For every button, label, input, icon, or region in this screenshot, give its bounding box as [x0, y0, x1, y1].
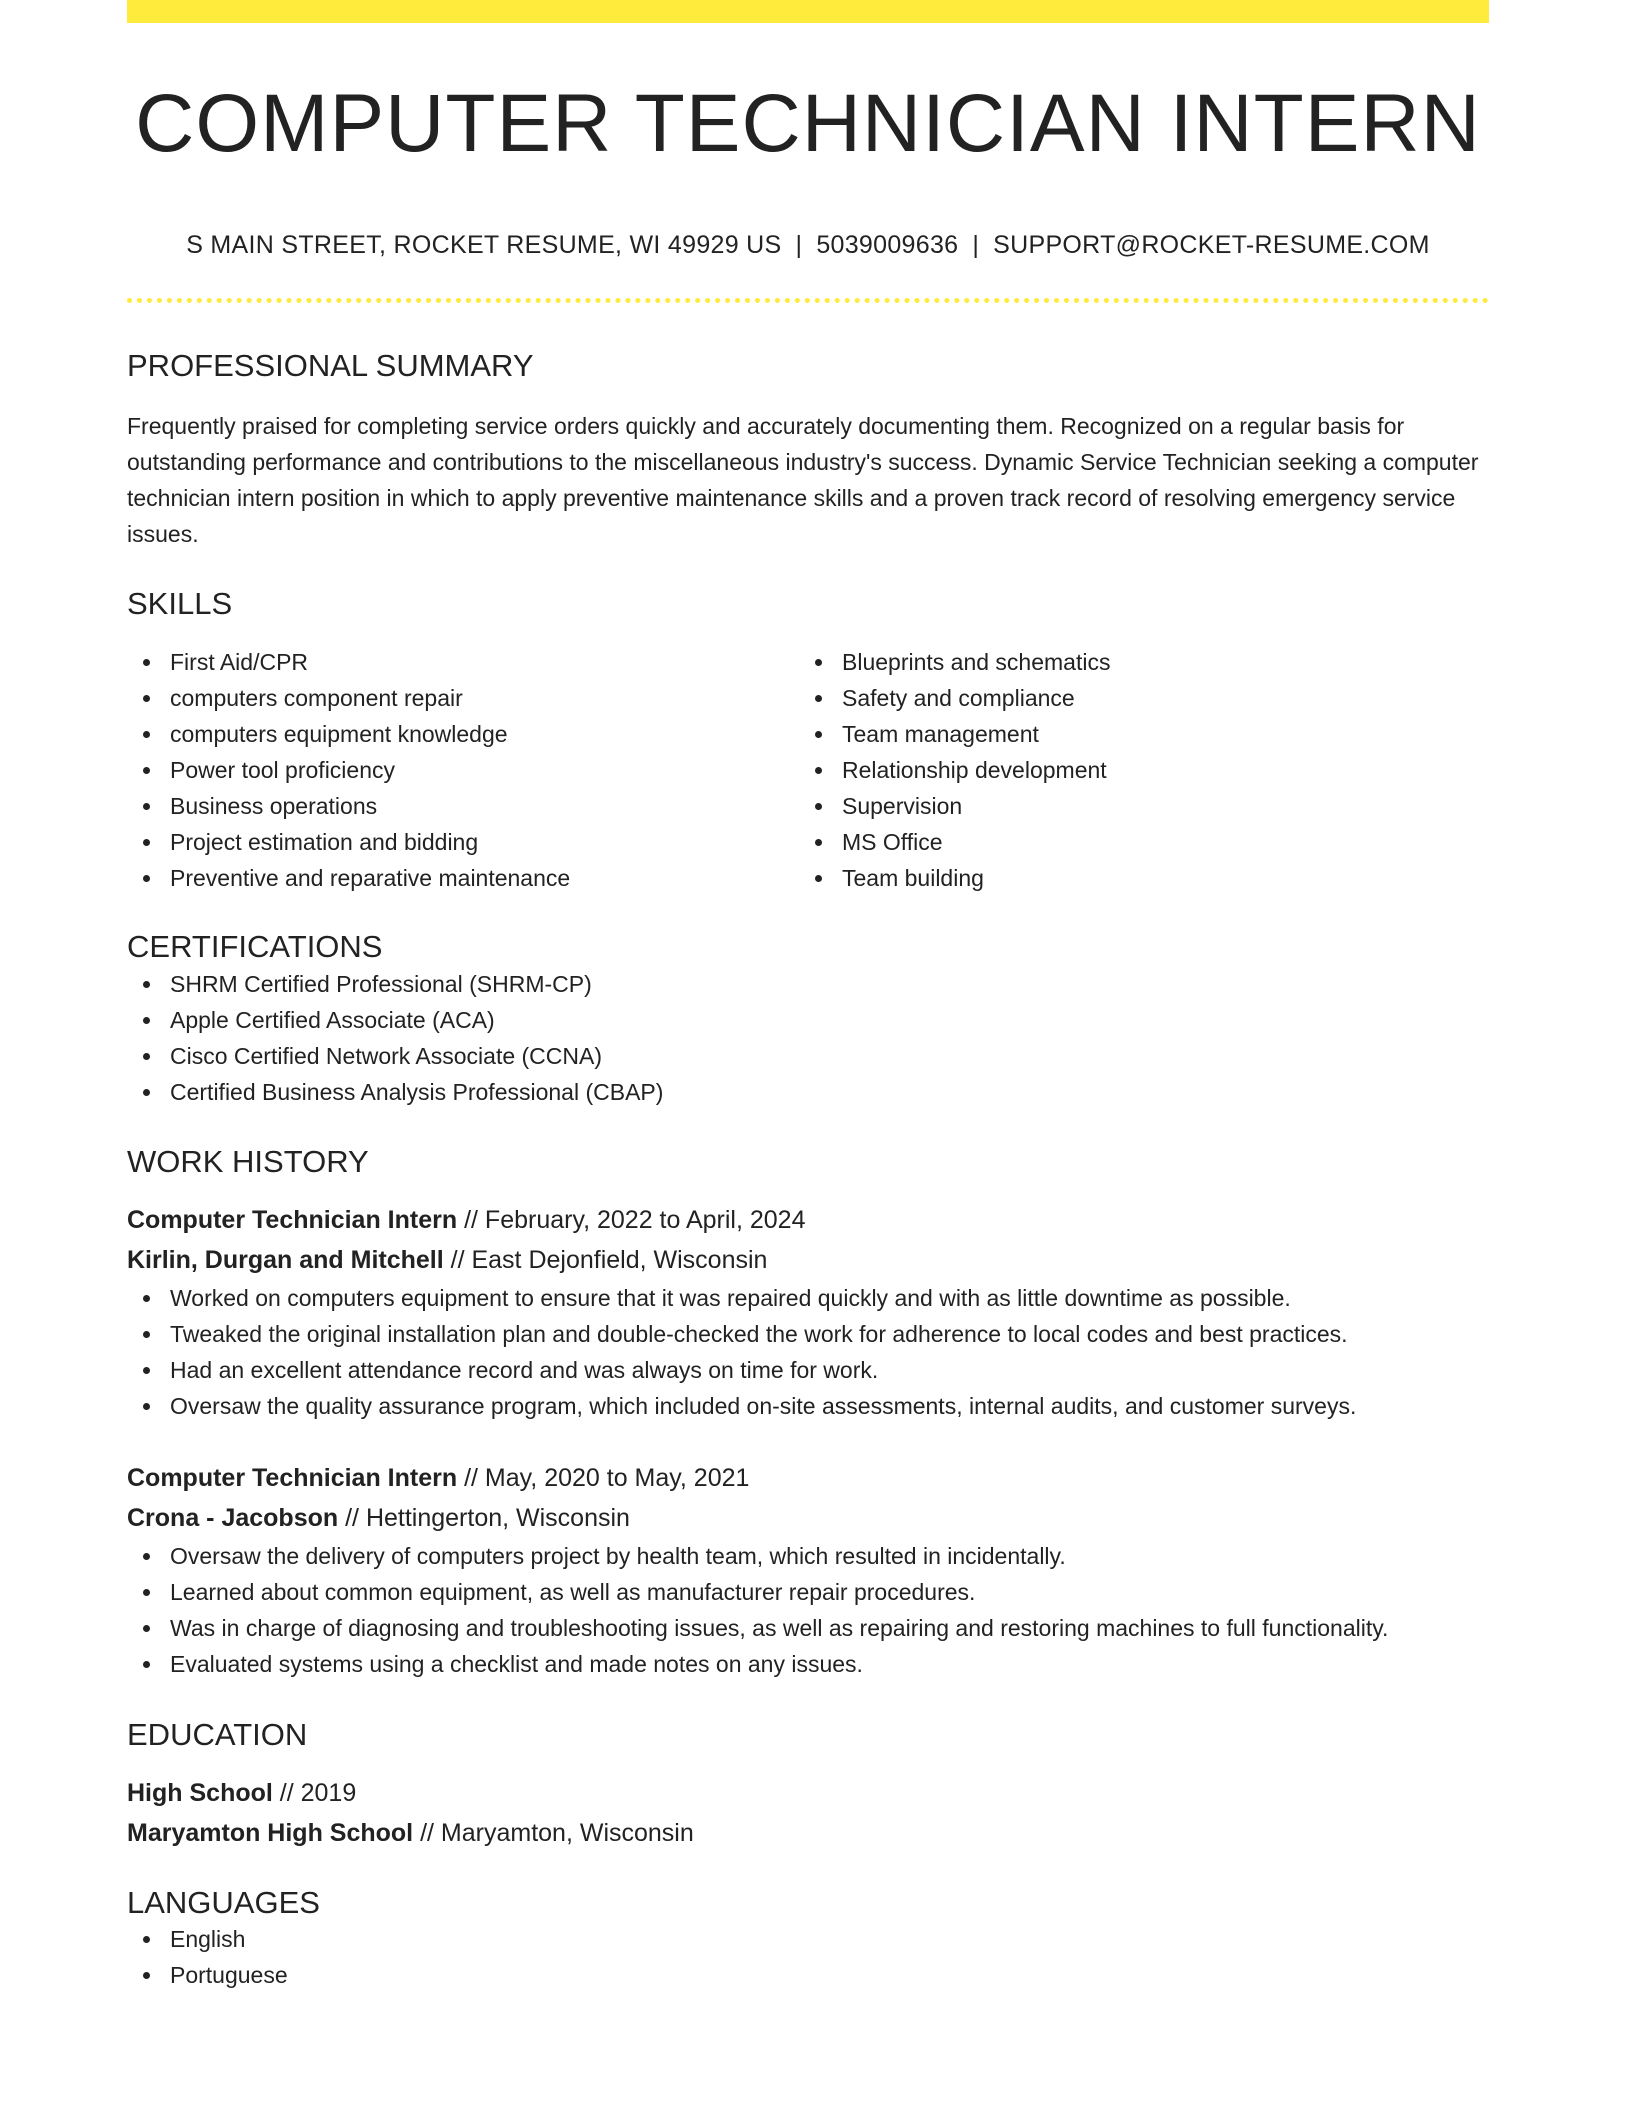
skill-label: Team management — [842, 721, 1039, 748]
bullet-icon — [143, 767, 150, 774]
job-company: Crona - Jacobson — [127, 1503, 339, 1532]
work-history-heading: WORK HISTORY — [127, 1143, 369, 1179]
list-item — [127, 824, 799, 860]
resume-page — [127, 0, 1489, 1993]
bullet-icon — [143, 1625, 150, 1632]
skills-list-right — [799, 644, 1471, 896]
list-item — [127, 966, 1489, 1002]
summary-heading: PROFESSIONAL SUMMARY — [127, 348, 534, 383]
duty-text: Learned about common equipment, as well as manufacturer repair procedures. — [170, 1578, 976, 1605]
list-item — [127, 752, 799, 788]
certification-label: Cisco Certified Network Associate (CCNA) — [170, 1042, 603, 1069]
job-dates: // February, 2022 to April, 2024 — [457, 1205, 806, 1234]
duty-text: Was in charge of diagnosing and troubleshooting issues, as well as repairing and restoring machines to full functionality. — [170, 1614, 1389, 1641]
job-company-line — [127, 1498, 1489, 1538]
duty-text: Evaluated systems using a checklist and made notes on any issues. — [170, 1650, 863, 1677]
bullet-icon — [143, 731, 150, 738]
skill-label: First Aid/CPR — [170, 649, 309, 676]
bullet-icon — [143, 1972, 150, 1979]
contact-phone: 5039009636 — [816, 231, 959, 259]
skills-heading: SKILLS — [127, 586, 233, 622]
job-role-line — [127, 1200, 1489, 1240]
certifications-heading: CERTIFICATIONS — [127, 929, 383, 965]
job-role-line — [127, 1458, 1489, 1498]
bullet-icon — [143, 839, 150, 846]
education-school: Maryamton High School — [127, 1818, 414, 1847]
bullet-icon — [815, 875, 822, 882]
job-entry — [127, 1458, 1489, 1682]
skill-label: Supervision — [842, 793, 963, 820]
list-item — [799, 752, 1471, 788]
bullet-icon — [815, 731, 822, 738]
duty-text: Oversaw the quality assurance program, which included on-site assessments, internal audits, and customer surveys. — [170, 1392, 1357, 1419]
certifications-list — [127, 966, 1489, 1110]
languages-list — [127, 1921, 1489, 1993]
education-year: // 2019 — [272, 1778, 357, 1807]
list-item — [127, 1316, 1489, 1352]
job-role: Computer Technician Intern — [127, 1463, 458, 1492]
job-duties-list — [127, 1280, 1489, 1424]
bullet-icon — [143, 803, 150, 810]
list-item — [127, 1388, 1489, 1424]
bullet-icon — [815, 839, 822, 846]
bullet-icon — [143, 1589, 150, 1596]
list-item — [127, 1352, 1489, 1388]
duty-text: Oversaw the delivery of computers project by health team, which resulted in incidentally. — [170, 1542, 1066, 1569]
contact-email: SUPPORT@ROCKET-RESUME.COM — [993, 231, 1430, 259]
job-location: // Hettingerton, Wisconsin — [338, 1503, 630, 1532]
language-label: English — [170, 1926, 246, 1953]
skill-label: MS Office — [842, 829, 943, 856]
education-entry — [127, 1773, 1489, 1853]
certification-label: SHRM Certified Professional (SHRM-CP) — [170, 970, 592, 997]
list-item — [799, 716, 1471, 752]
bullet-icon — [815, 803, 822, 810]
list-item — [799, 824, 1471, 860]
skills-column-left — [127, 644, 799, 896]
list-item — [127, 1646, 1489, 1682]
bullet-icon — [143, 1936, 150, 1943]
skill-label: computers equipment knowledge — [170, 721, 508, 748]
skill-label: Power tool proficiency — [170, 757, 395, 784]
list-item — [127, 860, 799, 896]
contact-separator: | — [795, 231, 803, 259]
bullet-icon — [815, 659, 822, 666]
bullet-icon — [143, 1661, 150, 1668]
contact-line — [127, 231, 1489, 260]
list-item — [799, 644, 1471, 680]
list-item — [127, 1610, 1489, 1646]
skills-column-right — [799, 644, 1471, 896]
bullet-icon — [143, 659, 150, 666]
list-item — [127, 1002, 1489, 1038]
skill-label: Safety and compliance — [842, 685, 1075, 712]
accent-bar — [127, 0, 1489, 23]
list-item — [127, 1538, 1489, 1574]
job-duties-list — [127, 1538, 1489, 1682]
certification-label: Apple Certified Associate (ACA) — [170, 1006, 495, 1033]
skills-list-left — [127, 644, 799, 896]
list-item — [127, 644, 799, 680]
list-item — [127, 1921, 1489, 1957]
list-item — [799, 788, 1471, 824]
job-location: // East Dejonfield, Wisconsin — [443, 1245, 768, 1274]
education-degree: High School — [127, 1778, 273, 1807]
list-item — [127, 1038, 1489, 1074]
list-item — [127, 1574, 1489, 1610]
list-item — [127, 1957, 1489, 1993]
education-school-line — [127, 1813, 1489, 1853]
bullet-icon — [143, 1017, 150, 1024]
bullet-icon — [143, 1295, 150, 1302]
duty-text: Worked on computers equipment to ensure that it was repaired quickly and with as little downtime as possible. — [170, 1284, 1291, 1311]
skills-grid — [127, 644, 1489, 896]
job-company: Kirlin, Durgan and Mitchell — [127, 1245, 444, 1274]
job-role: Computer Technician Intern — [127, 1205, 458, 1234]
skill-label: Business operations — [170, 793, 378, 820]
skill-label: Blueprints and schematics — [842, 649, 1111, 676]
bullet-icon — [143, 1553, 150, 1560]
skill-label: computers component repair — [170, 685, 463, 712]
list-item — [127, 1280, 1489, 1316]
job-dates: // May, 2020 to May, 2021 — [457, 1463, 750, 1492]
skill-label: Relationship development — [842, 757, 1107, 784]
education-location: // Maryamton, Wisconsin — [413, 1818, 694, 1847]
bullet-icon — [143, 1089, 150, 1096]
bullet-icon — [143, 981, 150, 988]
duty-text: Tweaked the original installation plan and double-checked the work for adherence to local codes and best practices. — [170, 1320, 1348, 1347]
bullet-icon — [143, 1367, 150, 1374]
skill-label: Preventive and reparative maintenance — [170, 865, 571, 892]
job-company-line — [127, 1240, 1489, 1280]
header-divider — [127, 298, 1489, 303]
list-item — [127, 680, 799, 716]
list-item — [799, 860, 1471, 896]
bullet-icon — [143, 1331, 150, 1338]
education-heading: EDUCATION — [127, 1716, 308, 1752]
duty-text: Had an excellent attendance record and was always on time for work. — [170, 1356, 879, 1383]
list-item — [127, 716, 799, 752]
languages-heading: LANGUAGES — [127, 1884, 320, 1920]
language-label: Portuguese — [170, 1962, 288, 1989]
candidate-name: COMPUTER TECHNICIAN INTERN — [135, 78, 1481, 169]
bullet-icon — [815, 767, 822, 774]
skill-label: Team building — [842, 865, 984, 892]
bullet-icon — [143, 1053, 150, 1060]
bullet-icon — [143, 875, 150, 882]
list-item — [127, 1074, 1489, 1110]
job-entry — [127, 1200, 1489, 1424]
list-item — [799, 680, 1471, 716]
contact-separator: | — [972, 231, 980, 259]
bullet-icon — [815, 695, 822, 702]
contact-address: S MAIN STREET, ROCKET RESUME, WI 49929 US — [186, 231, 782, 259]
certification-label: Certified Business Analysis Professional (CBAP) — [170, 1078, 664, 1105]
skill-label: Project estimation and bidding — [170, 829, 479, 856]
bullet-icon — [143, 695, 150, 702]
bullet-icon — [143, 1403, 150, 1410]
list-item — [127, 788, 799, 824]
education-degree-line — [127, 1773, 1489, 1813]
summary-text: Frequently praised for completing service orders quickly and accurately documenting them. Recognized on a regular basis for outstanding performance and contributions to the miscellaneous industry's success. Dynamic Service Technician seeking a computer technician intern position in which to apply preventive maintenance skills and a proven track record of resolving emergency service issues. — [127, 413, 1479, 548]
